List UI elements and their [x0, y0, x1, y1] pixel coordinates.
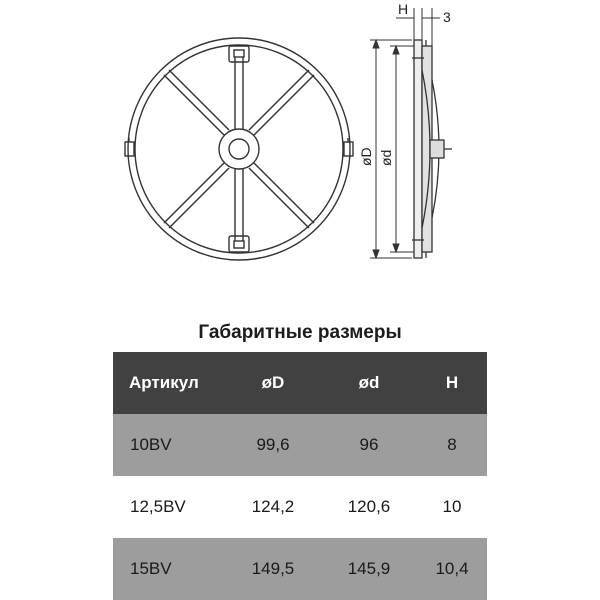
column-header-article: Артикул [113, 352, 225, 414]
cell-outer-diameter: 124,2 [225, 476, 321, 538]
column-header-outer-diameter: øD [225, 352, 321, 414]
cell-inner-diameter: 96 [321, 414, 417, 476]
cell-article: 12,5BV [113, 476, 225, 538]
dim-label-3: 3 [443, 9, 451, 25]
cell-inner-diameter: 145,9 [321, 538, 417, 600]
cell-height: 10 [417, 476, 487, 538]
table-row [113, 538, 487, 600]
cell-article: 10BV [113, 414, 225, 476]
table-row [113, 414, 487, 476]
column-header-height: H [417, 352, 487, 414]
dim-label-inner-diameter: ød [378, 149, 394, 166]
dimensions-table [113, 352, 487, 600]
cell-outer-diameter: 99,6 [225, 414, 321, 476]
table-row [113, 476, 487, 538]
table-header-row [113, 352, 487, 414]
dim-label-outer-diameter: øD [358, 147, 374, 166]
cell-height: 10,4 [417, 538, 487, 600]
page-title: Габаритные размеры [198, 322, 402, 343]
cell-article: 15BV [113, 538, 225, 600]
cell-height: 8 [417, 414, 487, 476]
dim-label-h: H [398, 1, 409, 17]
side-view [412, 40, 452, 258]
cell-outer-diameter: 149,5 [225, 538, 321, 600]
front-view [125, 38, 353, 260]
column-header-inner-diameter: ød [321, 352, 417, 414]
cell-inner-diameter: 120,6 [321, 476, 417, 538]
